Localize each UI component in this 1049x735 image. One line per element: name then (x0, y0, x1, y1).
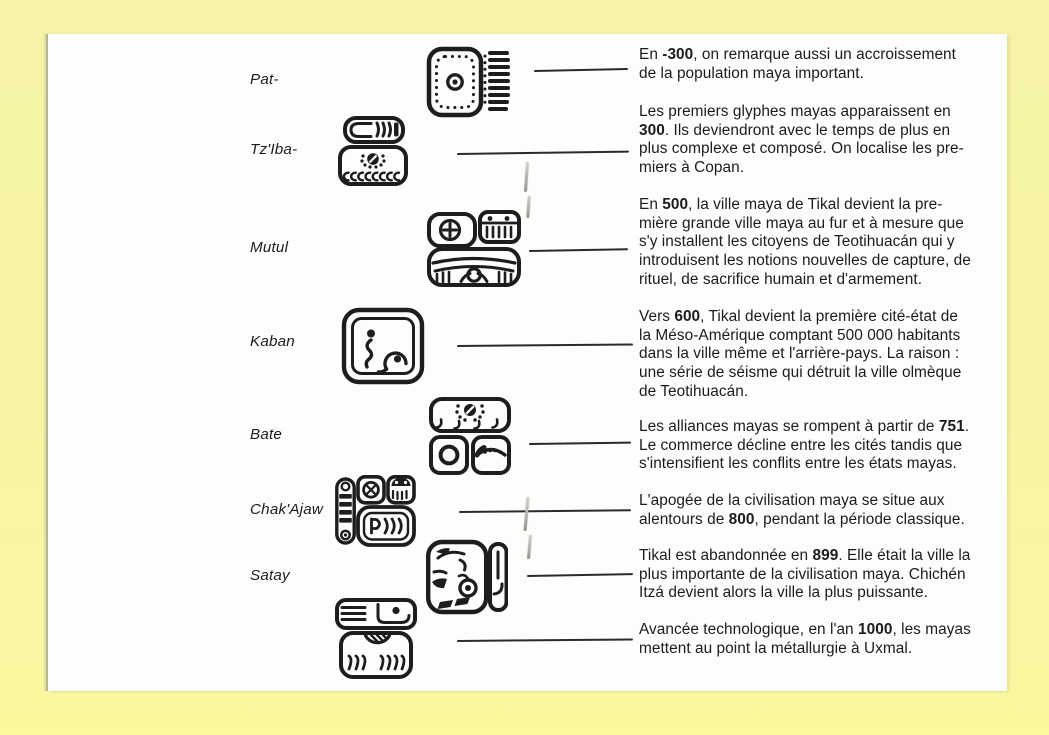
staple (527, 535, 532, 559)
bate-glyph (427, 397, 513, 477)
bold-date: -300 (662, 46, 694, 63)
paragraph-text: dans la ville même et l'arrière-pays. La raison : (639, 345, 960, 363)
timeline-paragraph-bate (639, 418, 1025, 474)
paragraph-text: En (639, 196, 663, 213)
glyph-label-tzib: Tz'Iba- (250, 141, 298, 158)
paragraph-text: plus importante de la civilisation maya. Chichén (639, 565, 966, 583)
paragraph-text: s'intensifient les conflits entre les états mayas. (639, 455, 957, 473)
glyph-label-mutul: Mutul (250, 239, 289, 256)
paragraph-text: Itzá devient alors la ville la plus puissante. (639, 584, 928, 602)
bold-date: 800 (728, 510, 755, 528)
staple (526, 196, 531, 218)
paragraph-text: une série de séisme qui détruit la ville olmèque (639, 364, 962, 382)
mutul-glyph (427, 210, 521, 288)
connector-line-metallurgy (457, 638, 633, 641)
paragraph-text: , pendant la période classique. (754, 510, 965, 528)
glyph-label-satay: Satay (250, 567, 290, 584)
pat-glyph (426, 44, 510, 120)
staple (524, 162, 529, 192)
connector-line-chakajaw (459, 509, 631, 512)
mutul-glyph-icon (427, 210, 521, 288)
bold-date: 600 (674, 308, 701, 325)
tzib-glyph-icon (337, 116, 409, 186)
document-page (48, 34, 1007, 691)
paragraph-text: Les alliances mayas se rompent à partir de (639, 418, 939, 435)
timeline-paragraph-pat (639, 46, 1025, 83)
satay-glyph (426, 538, 508, 616)
connector-line-tzib (457, 151, 629, 155)
paragraph-text: Tikal est abandonnée en (639, 547, 813, 564)
paragraph-text: plus complexe et composé. On localise les pre- (639, 140, 964, 158)
paragraph-text: Le commerce décline entre les cités tandis que (639, 436, 963, 454)
satay-glyph-icon (426, 538, 508, 616)
metallurgy-glyph (334, 598, 418, 680)
paragraph-text: L'apogée de la civilisation maya se situe aux (639, 492, 945, 509)
timeline-paragraph-chakajaw (639, 492, 1025, 529)
paragraph-text: miers à Copan. (639, 159, 745, 177)
chakajaw-glyph-icon (335, 475, 417, 547)
paragraph-text: s'y installent les citoyens de Teotihuacán qui y (639, 233, 955, 251)
glyph-label-kaban: Kaban (250, 333, 295, 350)
timeline-paragraph-tzib (639, 103, 1025, 178)
kaban-glyph (341, 307, 425, 385)
connector-line-pat (534, 68, 628, 72)
paragraph-text: , Tikal devient la première cité-état de (700, 308, 958, 325)
paragraph-text: la Méso-Amérique comptant 500 000 habitants (639, 326, 961, 344)
timeline-paragraph-metallurgy (639, 621, 1025, 658)
paragraph-text: mettent au point la métallurgie à Uxmal. (639, 639, 913, 657)
tzib-glyph (337, 116, 409, 186)
connector-line-kaban (457, 343, 633, 346)
paragraph-text: . Ils deviendront avec le temps de plus en (664, 121, 951, 139)
metallurgy-glyph-icon (334, 598, 418, 680)
connector-line-satay (527, 573, 633, 577)
paragraph-text: rituel, de sacrifice humain et d'armement. (639, 270, 923, 288)
paragraph-text: . Elle était la ville la (838, 547, 971, 564)
connector-line-mutul (529, 248, 628, 251)
paragraph-text: de la population maya important. (639, 64, 864, 82)
paragraph-text: Les premiers glyphes mayas apparaissent en (639, 103, 951, 120)
timeline-paragraph-mutul (639, 196, 1025, 290)
bold-date: 300 (639, 121, 665, 139)
paragraph-text: . (964, 418, 970, 435)
glyph-label-bate: Bate (250, 426, 283, 443)
timeline-paragraph-kaban (639, 308, 1025, 402)
chakajaw-glyph (335, 475, 417, 547)
bate-glyph-icon (427, 397, 513, 477)
paragraph-text: Vers (639, 308, 675, 325)
paragraph-text: En (639, 46, 663, 63)
bold-date: 500 (662, 196, 689, 213)
bold-date: 1000 (858, 621, 893, 638)
glyph-label-chakajaw: Chak'Ajaw (250, 501, 324, 518)
paragraph-text: , les mayas (892, 621, 971, 638)
paragraph-text: mière grande ville maya au fur et à mesure que (639, 214, 964, 232)
paragraph-text: alentours de (639, 510, 729, 528)
bold-date: 899 (812, 547, 839, 564)
paragraph-text: , on remarque aussi un accroissement (693, 46, 956, 63)
staple (524, 497, 530, 531)
paragraph-text: Avancée technologique, en l'an (639, 621, 858, 638)
kaban-glyph-icon (341, 307, 425, 385)
paragraph-text: introduisent les notions nouvelles de capture, de (639, 252, 971, 270)
pat-glyph-icon (426, 44, 510, 120)
glyph-label-pat: Pat- (250, 71, 279, 88)
timeline-paragraph-satay (639, 547, 1025, 603)
paragraph-text: de Teotihuacán. (639, 382, 749, 400)
paragraph-text: , la ville maya de Tikal devient la pre- (688, 196, 943, 213)
connector-line-bate (529, 442, 631, 445)
bold-date: 751 (938, 418, 965, 435)
